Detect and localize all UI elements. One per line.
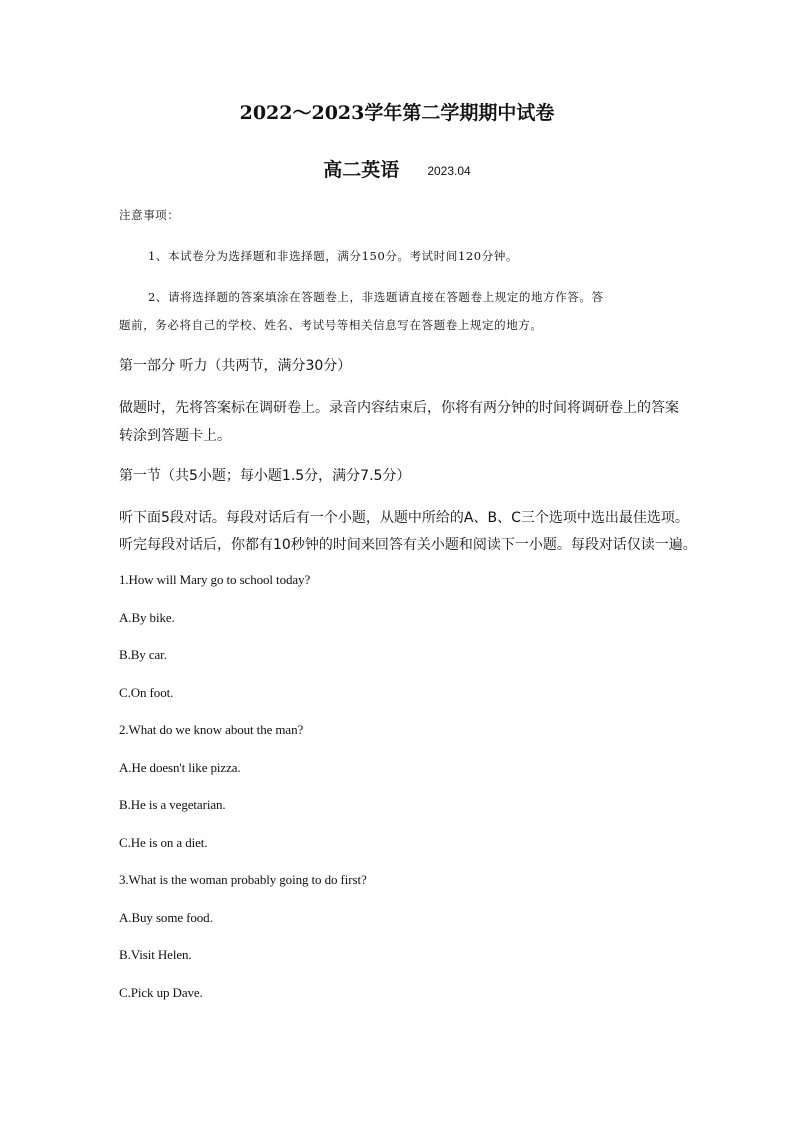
exam-date: 2023.04 <box>427 164 471 178</box>
section1-heading: 第一节（共5小题；每小题1.5分，满分7.5分） <box>119 468 411 484</box>
question-1-option-a: A.By bike. <box>119 610 175 625</box>
question-2-option-a: A.He doesn't like pizza. <box>119 760 241 775</box>
notice-item-2-line-1: 2、请将选择题的答案填涂在答题卷上，非选题请直接在答题卷上规定的地方作答。答 <box>148 290 604 304</box>
subject-title: 高二英语 <box>323 159 400 181</box>
question-3-option-a: A.Buy some food. <box>119 910 213 925</box>
exam-title: 2022～2023学年第二学期期中试卷 <box>239 102 555 124</box>
question-2-option-b: B.He is a vegetarian. <box>119 797 226 812</box>
question-1-stem: 1.How will Mary go to school today? <box>119 572 311 587</box>
question-2-option-c: C.He is on a diet. <box>119 835 208 850</box>
question-1-option-c: C.On foot. <box>119 685 174 700</box>
section1-instruction-line-1: 听下面5段对话。每段对话后有一个小题，从题中所给的A、B、C三个选项中选出最佳选项。 <box>119 510 689 526</box>
subtitle-row <box>0 155 794 182</box>
section1-instruction-line-2: 听完每段对话后，你都有10秒钟的时间来回答有关小题和阅读下一小题。每段对话仅读一遍。 <box>119 537 697 553</box>
notice-item-1: 1、本试卷分为选择题和非选择题，满分150分。考试时间120分钟。 <box>148 249 519 263</box>
part1-instruction-line-1: 做题时，先将答案标在调研卷上。录音内容结束后，你将有两分钟的时间将调研卷上的答案 <box>119 400 679 416</box>
question-3-stem: 3.What is the woman probably going to do first? <box>119 872 367 887</box>
notice-item-2-line-2: 题前，务必将自己的学校、姓名、考试号等相关信息写在答题卷上规定的地方。 <box>119 318 543 332</box>
part1-heading: 第一部分 听力（共两节，满分30分） <box>119 358 352 374</box>
part1-instruction-line-2: 转涂到答题卡上。 <box>119 428 231 444</box>
question-3-option-c: C.Pick up Dave. <box>119 985 203 1000</box>
notice-heading: 注意事项： <box>119 208 180 222</box>
question-1-option-b: B.By car. <box>119 647 167 662</box>
question-2-stem: 2.What do we know about the man? <box>119 722 304 737</box>
question-3-option-b: B.Visit Helen. <box>119 947 192 962</box>
